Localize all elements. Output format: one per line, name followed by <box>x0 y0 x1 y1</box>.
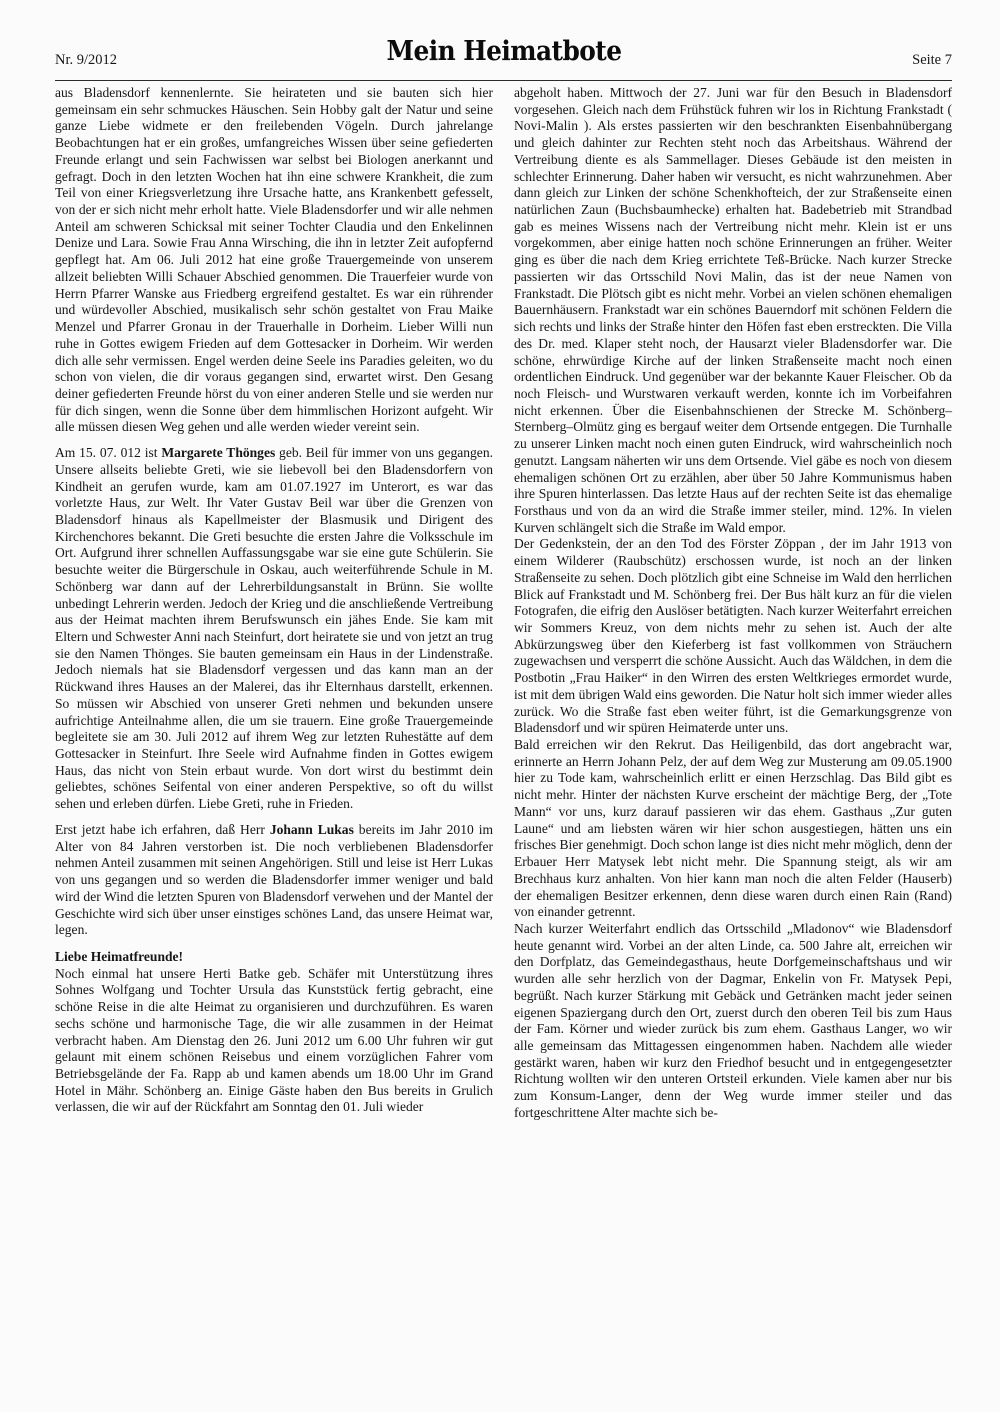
obituary-intro: Erst jetzt habe ich erfahren, daß Herr <box>55 821 270 837</box>
deceased-name: Margarete Thönges <box>161 445 276 461</box>
left-column <box>55 85 493 1116</box>
travel-report-start: Noch einmal hat unsere Herti Batke geb. Schäfer mit Unterstützung ihres Sohnes Wolfgang und Tochter Ursula das Kunststück fertig gebracht, eine schöne Reise in die alte Heimat zu organisieren und durchzuführen. Es waren sechs schöne und harmonische Tage, die wir alle zusammen in der Heimat verbracht haben. Am Dienstag den 26. Juni 2012 um 6.00 Uhr fuhren wir gut gelaunt mit einem schönen Reisebus und einem vorzüglichen Fahrer vom Betriebsgelände der Fa. Rapp ab und kamen abends um 18.00 Uhr im Grand Hotel in Mähr. Schönberg an. Einige Gäste haben den Bus bereits in Grulich verlassen, die wir auf der Rückfahrt am Sonntag den 01. Juli wieder <box>55 965 493 1115</box>
issue-number: Nr. 9/2012 <box>55 52 118 68</box>
header-rule <box>55 80 952 81</box>
obituary-willi-schauer: aus Bladensdorf kennenlernte. Sie heirateten und sie bauten sich hier gemeinsam ein sehr schmuckes Häuschen. Sein Hobby galt der Natur und seine ganze Liebe widmete er den freilebenden Vögeln. Durch jahrelange Beobachtungen hat er ein großes, umfangreiches Wissen über seine gefiederten Freunde erlangt und sein Fachwissen war selbst bei Biologen anerkannt und gefragt. Doch in den letzten Wochen hat ihn eine schwere Krankheit, die zum Teil von einer Kriegsverletzung ihre Ursache hatte, ans Krankenbett gefesselt, von der er sich nicht mehr erholt hatte. Viele Bladensdorfer und wir alle nehmen Anteil am schweren Schicksal mit seiner Tochter Claudia und den Enkelinnen Denize und Lara. Sowie Frau Anna Wirsching, die ihn in letzter Zeit aufopfernd gepflegt hat. Am 06. Juli 2012 hat eine große Trauergemeinde von unserem allzeit beliebten Willi Schauer Abschied genommen. Die Trauerfeier wurde von Herrn Pfarrer Wanske aus Friedberg ergreifend gestaltet. Es war ein rührender und würdevoller Abschied, musikalisch sehr schön gestaltet von Frau Maike Menzel und Pfarrer Gronau in der Trauerhalle in Dorheim. Lieber Willi nun ruhe in Gottes ewigem Frieden auf dem Gottesacker in Dorheim. Wir werden dich alle sehr vermissen. Engel werden deine Seele ins Paradies geleiten, wo du schon von vielen, die dir voraus gegangen sind, erwartet wirst. Den Gesang deiner gefiederten Freunde hörst du von einer anderen Stelle und sie werden nur für dich singen, wenn die Sonne über dem himmlischen Horizont aufgeht. Wir alle müssen diesen Weg gehen und alle werden wieder vereint sein. <box>55 85 493 435</box>
travel-report-frankstadt: abgeholt haben. Mittwoch der 27. Juni war für den Besuch in Bladensdorf vorgesehen. Gleich nach dem Frühstück fuhren wir los in Richtung Frankstadt ( Novi-Malin ). Als erstes passierten wir den beschrankten Eisenbahnübergang und gleich dahinter zur Rechten steht noch das Arbeitshaus. Während der Vertreibung diente es als Sammellager. Dieses Gebäude ist den meisten in schlechter Erinnerung. Daher haben wir versucht, es nicht wahrzunehmen. Aber dann gleich zur Linken der schöne Schenkhofteich, der zur Straßenseite einen natürlichen Zaun (Buchsbaumhecke) erhalten hat. Badebetrieb mit Strandbad gab es meines Wissens nach der Vertreibung nicht mehr. Klein ist er uns vorgekommen, aber einige hatten noch schöne Erinnerungen an früher. Weiter ging es über die nach dem Krieg errichtete Teß-Brücke. Nach kurzer Strecke passierten wir das Ortsschild Novi Malin, das ist der neue Namen von Frankstadt. Die Plötsch gibt es nicht mehr. Vorbei an vielen schönen ehemaligen Bauernhäusern. Frankstadt war ein schönes Bauerndorf mit schönen Feldern die sich rechts und links der Straße hinter den Höfen fast eben erstreckten. Die Villa des Dr. med. Klaper steht noch, der Hausarzt vieler Bladensdorfer war. Die schöne, ehrwürdige Kirche auf der linken Straßenseite macht noch einen ordentlichen Eindruck. Und gegenüber war der bekannte Kauer Fleischer. Ob da noch Fleisch- und Wurstwaren verkauft werden, konnte ich im Vorbeifahren nicht erkennen. Über die Eisenbahnschienen der Strecke M. Schönberg–Sternberg–Olmütz ging es bergauf weiter dem Ortsende entgegen. Die Turnhalle zu unserer Linken macht noch einen guten Eindruck, wird wahrscheinlich noch genutzt. Langsam näherten wir uns dem Ortsende. Viel gäbe es noch von diesem ehemaligen schönen Ort zu erzählen, aber über 50 Jahre Kommunismus haben ihre Spuren hinterlassen. Das letzte Haus auf der rechten Seite ist das ehemalige Forsthaus und von da an wird die Straße immer steiler, mind. 12%. In vielen Kurven schlängelt sich die Straße im Wald empor. <box>514 85 952 535</box>
travel-report-gedenkstein: Der Gedenkstein, der an den Tod des Förster Zöppan , der im Jahr 1913 von einem Wilderer (Raubschütz) erschossen wurde, ist noch an der linken Straßenseite zu sehen. Doch plötzlich gibt eine Schneise im Wald den herrlichen Blick auf Frankstadt und M. Schönberg frei. Der Bus hält kurz an für die vielen Fotografen, die eifrig den Auslöser betätigten. Nach kurzer Weiterfahrt erreichen wir Sommers Kreuz, von dem nichts mehr zu sehen ist. Auch der alte Abkürzungsweg über den Kieferberg ist fast vollkommen von Sträuchern zugewachsen und versperrt die schöne Aussicht. Auch das Wäldchen, in dem die Postbotin „Frau Haiker“ in den Wirren des ersten Weltkrieges ermordet wurde, ist mit dem übrigen Wald eins geworden. Die Natur holt sich immer wieder alles zurück. Wo die Straße fast eben weiter führt, ist die Gemarkungsgrenze von Bladensdorf und wir spüren Heimaterde unter uns. <box>514 536 952 736</box>
obituary-body: geb. Beil für immer von uns gegangen. Unsere allseits beliebte Greti, wie sie liebevoll bei den Bladensdorfern von Kindheit an gerufen wurde, kam am 01.07.1927 im Unterort, es war das vorletzte Haus, zur Welt. Ihr Vater Gustav Beil war über die Grenzen von Bladensdorf hinaus als Kapellmeister der Blasmusik und Dirigent des Kirchenchores bekannt. Die Greti besuchte die ersten Jahre die Volksschule im Ort. Aufgrund ihrer schnellen Auffassungsgabe war sie eine gute Schülerin. Sie besuchte weiter die Bürgerschule in Oskau, auch weiterführende Schule in M. Schönberg war dann auf der Lehrerbildungsanstalt in Brünn. Sie wollte unbedingt Lehrerin werden. Jedoch der Krieg und die anschließende Vertreibung aus der Heimat machten ihrem Berufswunsch ein jähes Ende. Sie kam mit Eltern und Schwester Anni nach Steinfurt, dort heiratete sie und von jetzt an trug sie den Namen Thönges. Sie bauten gemeinsam ein Haus in der Lindenstraße. Jedoch niemals hat sie Bladensdorf vergessen und das kann man an der Rückwand ihres Hauses an der Malerei, das ihr Elternhaus darstellt, erkennen. So müssen wir Abschied von unserer Greti nehmen und bekunden unsere aufrichtige Anteilnahme allen, die um sie trauern. Eine große Trauergemeinde begleitete sie am 30. Juli 2012 auf ihrem Weg zur letzten Ruhestätte auf dem Gottesacker in Steinfurt. Ihre Seele wird Aufnahme finden in Gottes ewigem Haus, das nicht von Stein erbaut wurde. Von dort wirst du bestimmt dein geliebtes, schönes Seifental von einer anderen Perspektive, so oft du willst sehen und erleben dürfen. Liebe Greti, ruhe in Frieden. <box>55 445 493 812</box>
obituary-body: bereits im Jahr 2010 im Alter von 84 Jahren verstorben ist. Die noch verbliebenen Bladensdorfer nehmen Anteil zusammen mit seinen Angehörigen. Still und leise ist Herr Lukas von uns gegangen und so werden die Bladensdorfer immer weniger und bald wird der Wind die letzten Spuren von Bladensdorf verwehen und der Mantel der Geschichte wird sich über unser einstiges schönes Land, das unsere Heimat war, legen. <box>55 821 493 938</box>
travel-report-mladonov: Nach kurzer Weiterfahrt endlich das Ortsschild „Mladonov“ wie Bladensdorf heute genannt wird. Vorbei an der alten Linde, ca. 500 Jahre alt, erreichen wir den Dorfplatz, das Gemeindegasthaus, heute Dorfgemeinschaftshaus und wir wurden alle sehr herzlich von der Dagmar, Enkelin von Fr. Matysek Pepi, begrüßt. Nach kurzer Stärkung mit Gebäck und Getränken macht jeder seinen eigenen Spaziergang durch den Ort, zuerst durch den oberen Teil bis zum Haus der Fam. Körner und wieder zurück bis zum ehem. Gasthaus Langer, wo wir alle gemeinsam das Mittagessen eingenommen haben. Nachdem alle wieder gestärkt waren, haben wir kurz den Friedhof besucht und in entgegengesetzter Richtung wollten wir den unteren Ortsteil erkunden. Viele kamen aber nur bis zum Konsum-Langer, denn der Weg wurde immer steiler und das fortgeschrittene Alter machte sich be- <box>514 920 952 1120</box>
page-header <box>55 38 952 82</box>
right-column <box>514 85 952 1122</box>
section-heading: Liebe Heimatfreunde! <box>55 948 184 964</box>
deceased-name: Johann Lukas <box>269 821 354 837</box>
obituary-johann-lukas <box>55 822 493 939</box>
obituary-intro: Am 15. 07. 012 ist <box>55 445 162 461</box>
masthead-title: Mein Heimatbote <box>386 36 621 67</box>
page-number: Seite 7 <box>912 52 952 68</box>
obituary-margarete-thoenges <box>55 445 493 813</box>
travel-report-rekrut: Bald erreichen wir den Rekrut. Das Heiligenbild, das dort angebracht war, erinnerte an Herrn Johann Pelz, der auf dem Weg zur Musterung am 09.05.1900 hier zu Tode kam, wahrscheinlich erlitt er einen Herzschlag. Das Bild gibt es nicht mehr. Hinter der nächsten Kurve erscheint der mächtige Berg, der „Tote Mann“ vor uns, kurz darauf passieren wir das ehem. Gasthaus „Zur guten Laune“ und am liebsten wären wir hier schon ausgestiegen, hätten uns ein frisches Bier genehmigt. Doch schon lange ist dies nicht mehr möglich, denn der Erbauer Herr Matysek lebt nicht mehr. Die Spannung steigt, als wir am Brechhaus kurz anhalten. Von hier kann man noch die alten Felder (Hauserb) der ehemaligen Besitzer erkennen, denn diese waren durch einen Rain (Rand) von einander getrennt. <box>514 737 952 920</box>
